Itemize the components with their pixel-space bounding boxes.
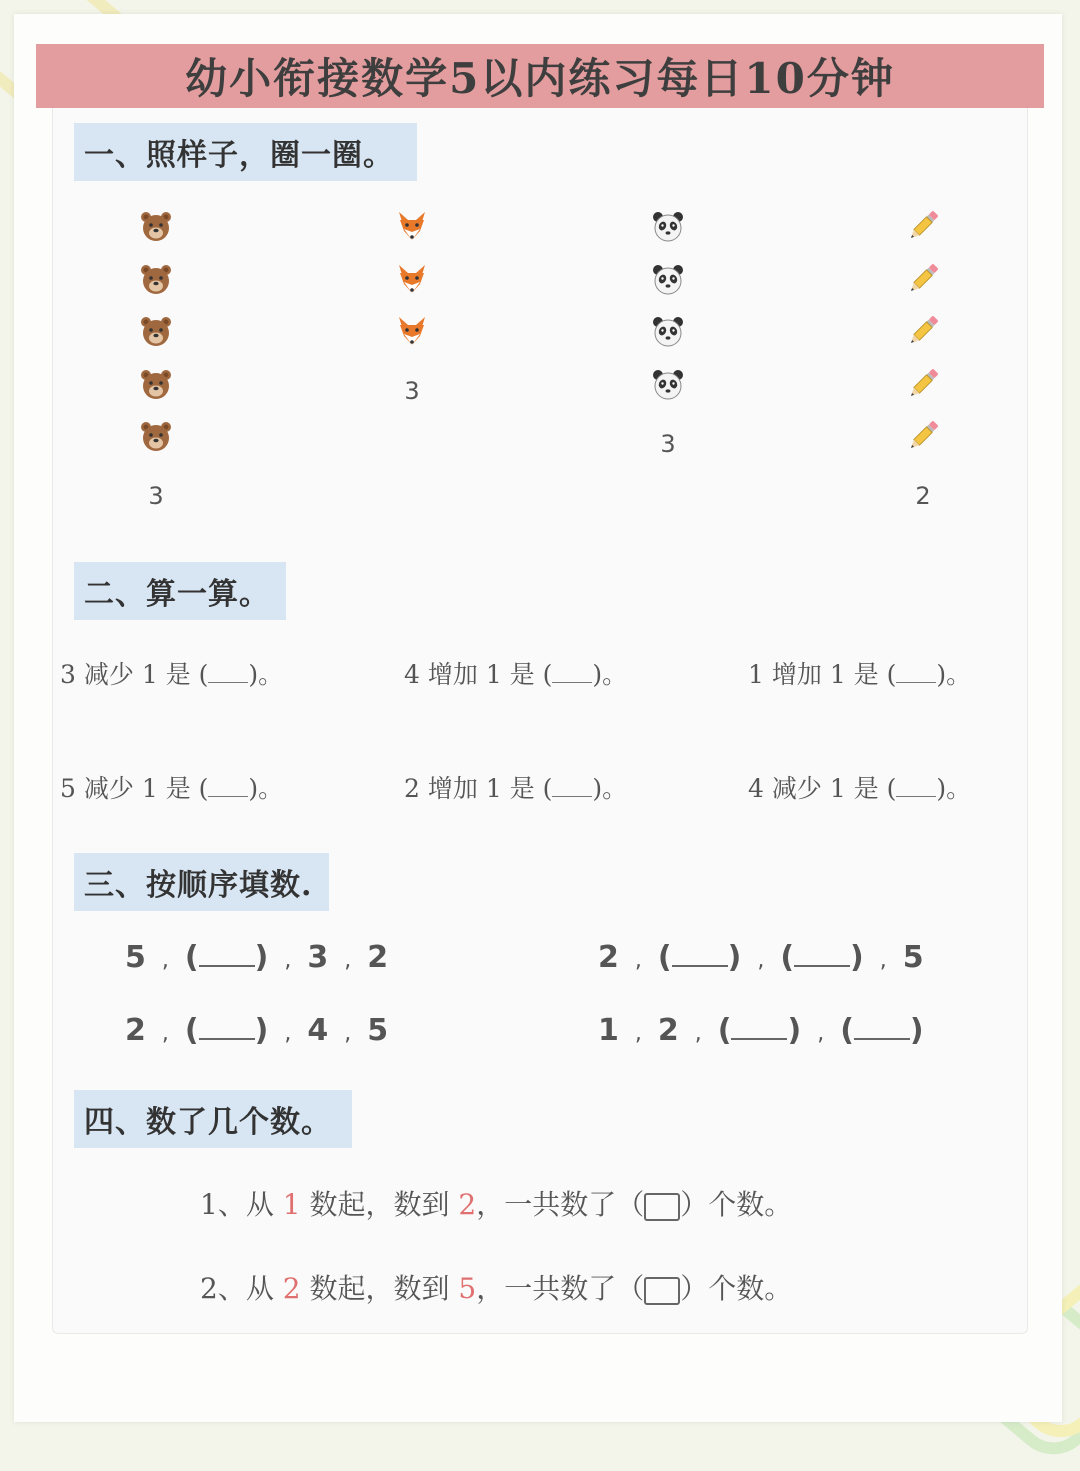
- counting-question-1: 1、从 1 数起，数到 2，一共数了（ ）个数。: [200, 1188, 793, 1221]
- pencil-count-number: 2: [915, 482, 931, 510]
- problem-6: 4 减少 1 是 ( )。: [748, 774, 972, 803]
- bear-icon: [139, 314, 173, 348]
- fox-icon: [395, 209, 429, 243]
- answer-blank[interactable]: [208, 774, 248, 797]
- section-4-heading: 四、数了几个数。: [74, 1090, 352, 1148]
- bear-icon: [139, 367, 173, 401]
- sequence-blank[interactable]: [731, 1014, 787, 1040]
- problem-5: 2 增加 1 是 ( )。: [404, 774, 628, 803]
- panda-icon: [651, 367, 685, 401]
- answer-blank[interactable]: [208, 660, 248, 683]
- fox-icon: [395, 314, 429, 348]
- section-2-heading: 二、算一算。: [74, 562, 286, 620]
- bear-icon: [139, 262, 173, 296]
- sequence-blank[interactable]: [199, 1014, 255, 1040]
- pencil-icon: [906, 262, 940, 296]
- pencil-icon: [906, 209, 940, 243]
- problem-1: 3 减少 1 是 ( )。: [60, 660, 284, 689]
- pencil-icon: [906, 419, 940, 453]
- problem-3: 1 增加 1 是 ( )。: [748, 660, 972, 689]
- panda-icon: [651, 209, 685, 243]
- fox-count-number: 3: [404, 377, 420, 405]
- bear-icon: [139, 209, 173, 243]
- fox-icon: [395, 262, 429, 296]
- answer-blank[interactable]: [552, 774, 592, 797]
- answer-blank[interactable]: [552, 660, 592, 683]
- bear-icon: [139, 419, 173, 453]
- bear-count-number: 3: [148, 482, 164, 510]
- pencil-icon: [906, 367, 940, 401]
- answer-blank[interactable]: [896, 774, 936, 797]
- panda-count-number: 3: [660, 430, 676, 458]
- panda-icon: [651, 262, 685, 296]
- worksheet-title: 幼小衔接数学5以内练习每日10分钟: [36, 44, 1044, 108]
- sequence-row-2: 2 , ( ) , ( ) , 5: [598, 940, 924, 975]
- sequence-blank[interactable]: [199, 941, 255, 967]
- counting-question-2: 2、从 2 数起，数到 5，一共数了（ ）个数。: [200, 1272, 793, 1305]
- problem-2: 4 增加 1 是 ( )。: [404, 660, 628, 689]
- section-3-heading: 三、按顺序填数.: [74, 853, 329, 911]
- pencil-icon: [906, 314, 940, 348]
- panda-icon: [651, 314, 685, 348]
- section-1-heading: 一、照样子，圈一圈。: [74, 123, 417, 181]
- sequence-row-4: 1 , 2 , ( ) , ( ): [598, 1013, 924, 1048]
- sequence-blank[interactable]: [672, 941, 728, 967]
- answer-box[interactable]: [644, 1193, 680, 1221]
- answer-blank[interactable]: [896, 660, 936, 683]
- sequence-row-1: 5 , ( ) , 3 , 2: [125, 940, 389, 975]
- sequence-blank[interactable]: [794, 941, 850, 967]
- sequence-row-3: 2 , ( ) , 4 , 5: [125, 1013, 389, 1048]
- answer-box[interactable]: [644, 1277, 680, 1305]
- sequence-blank[interactable]: [854, 1014, 910, 1040]
- problem-4: 5 减少 1 是 ( )。: [60, 774, 284, 803]
